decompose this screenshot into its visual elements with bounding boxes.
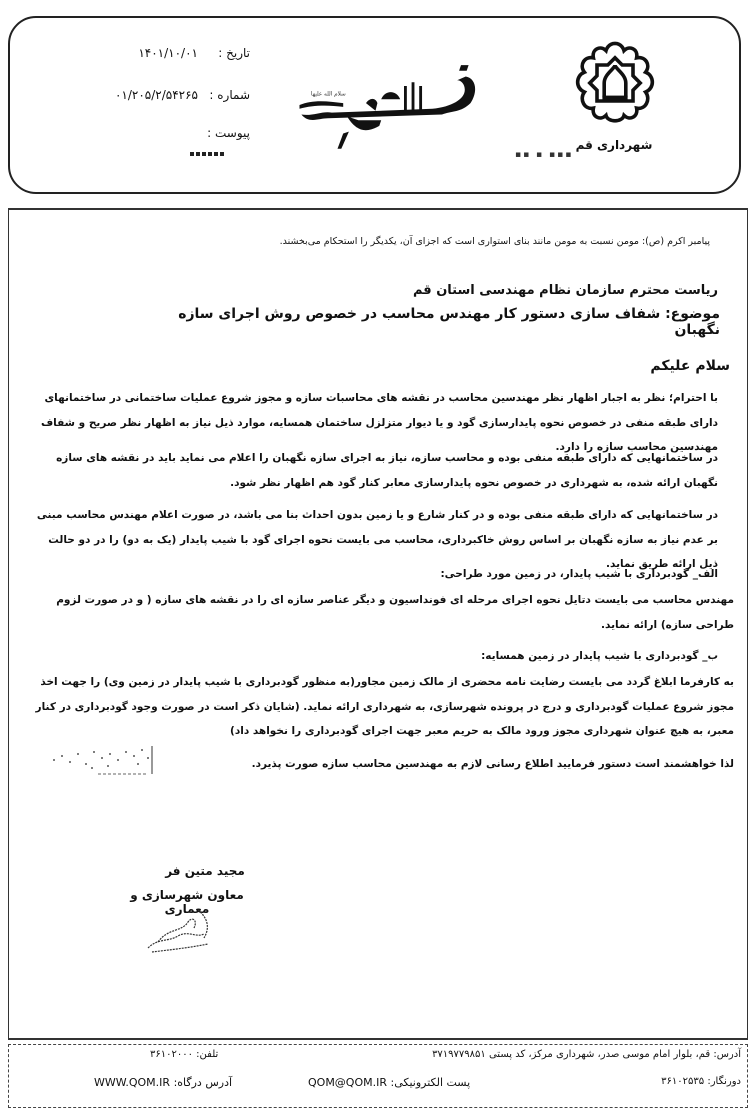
attachment-label: پیوست : [207,126,250,140]
svg-text:سلام الله علیها: سلام الله علیها [310,91,346,98]
paragraph-text: در ساختمانهایی که دارای طبقه منفی بوده و محاسب سازه، نیاز به اجرای سازه نگهبان را اعلام می نماید باید در نقشه های سازه نگهبان ارائه شده، به شهرداری در خصوص نحوه پایدارسازی معابر کنار گود هم اظهار نظر شود. [56,452,718,489]
date-field [90,46,250,60]
greeting: سلام علیکم [650,358,730,374]
footer-email [308,1076,470,1089]
website-label: آدرس درگاه: [173,1076,233,1089]
paragraph-case-b-heading [28,644,734,669]
fax-label: دورنگار: [707,1076,741,1087]
subject-line: موضوع: شفاف سازی دستور کار مهندس محاسب در خصوص روش اجرای سازه نگهبان [178,306,720,338]
paragraph-case-b-body [28,670,734,744]
number-value: ۰۱/۲۰۵/۲/۵۴۲۶۵ [114,88,198,102]
qom-municipality-logo-icon [570,38,660,128]
address-label: آدرس: [713,1049,741,1060]
email-value[interactable]: QOM@QOM.IR [308,1076,387,1089]
handwritten-signature-icon [138,908,218,958]
number-field [90,88,250,102]
phone-value: ۳۶۱۰۲۰۰۰ [150,1049,193,1060]
phone-label: تلفن: [196,1049,219,1060]
paragraph-text: ب_ گودبرداری با شیب پایدار در زمین همسایه: [481,650,718,662]
date-value: ۱۴۰۱/۱۰/۰۱ [138,46,198,60]
footer-address [432,1049,741,1060]
calligraphy-emblem-icon [290,55,480,155]
signatory-title: معاون شهرسازی و معماری [130,888,244,916]
footer-phone [150,1049,218,1060]
paragraph-text: به کارفرما ابلاغ گردد می بایست رضایت نامه محضری از مالک زمین مجاور(به منظور گودبرداری با شیب پایدار در زمین وی) را جهت اخذ مجوز شروع عملیات گودبرداری و درج در پرونده شهرسازی، به شهرداری ارائه نماید. (شایان ذکر است در صورت وجود گودبرداری در کنار معبر، به هیچ عنوان شهرداری مجوز ورود مالک به حریم معبر جهت اجرای گودبرداری را نخواهد داد) [35,676,734,737]
number-label: شماره : [209,88,250,102]
attachment-field [90,126,250,140]
footer-website [94,1076,232,1089]
paragraph-2 [28,446,734,495]
paragraph-text: لذا خواهشمند است دستور فرمایید اطلاع رسانی لازم به مهندسین محاسب سازه صورت پذیرد. [251,758,734,770]
footer-fax [661,1076,741,1087]
date-label: تاریخ : [218,46,250,60]
paragraph-text: مهندس محاسب می بایست دتایل نحوه اجرای مرحله ای فونداسیون و دیگر عناصر سازه ای را در نقشه های سازه ( و در صورت لزوم طراحی سازه) ارائه نماید. [56,594,734,631]
hadith-quote: پیامبر اکرم (ص): مومن نسبت به مومن مانند بنای استواری است که اجزای آن، یکدیگر را استحکام می‌بخشند. [279,236,710,247]
faded-stamp-icon [48,744,154,776]
addressee: ریاست محترم سازمان نظام مهندسی استان قم [412,283,718,298]
website-value[interactable]: WWW.QOM.IR [94,1076,171,1089]
paragraph-text: در ساختمانهایی که دارای طبقه منفی بوده و در کنار شارع و یا زمین بدون احداث بنا می باشد، در صورت اعلام مهندس محاسب مبنی بر عدم نیاز به سازه نگهبان بر اساس روش خاکبرداری، محاسب می بایست نحوه اجرای گود با شیب پایدار (یک به دو) را در دو حالت ذیل ارائه طریق نماید. [36,509,718,570]
paragraph-case-a-body [28,588,734,637]
paragraph-text: الف_ گودبرداری با شیب پایدار، در زمین مورد طراحی: [440,568,718,580]
paragraph-case-a-heading [28,562,734,587]
signatory-name: مجید متین فر [165,864,245,878]
organization-name: شهرداری قم [575,138,653,152]
fax-value: ۳۶۱۰۲۵۳۵ [661,1076,705,1087]
paragraph-text: با احترام؛ نظر به اجبار اظهار نظر مهندسین محاسب در نقشه های محاسبات سازه و مجوز شروع عملیات ساختمانی در ساختمانهای دارای طبقه منفی در خصوص نحوه پایدارسازی گود و یا دیوار متزلزل ساختمان همسایه، موارد ذیل نیاز به اظهار نظر صریح و شفاف مهندسین محاسب سازه را دارد. [40,392,718,453]
email-label: پست الکترونیکی: [390,1076,471,1089]
address-value: قم، بلوار امام موسی صدر، شهرداری مرکز، کد پستی ۳۷۱۹۷۷۹۸۵۱ [432,1049,711,1060]
scan-mark [190,152,226,156]
decorative-marks: ▪▪ ▪ ▪▪▪ [515,150,574,160]
